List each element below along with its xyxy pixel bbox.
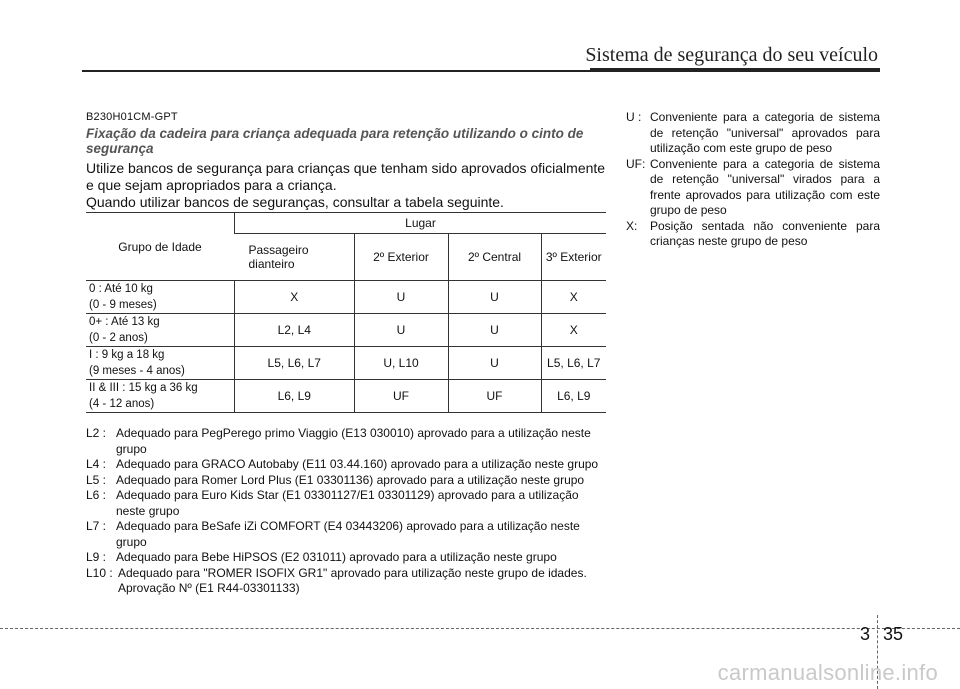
group-weight: II & III : 15 kg a 36 kg [89,382,198,394]
value-cell: L5, L6, L7 [541,347,606,380]
group-cell [86,281,235,314]
column-header: Passageiro dianteiro [235,234,355,281]
legend-item [626,157,880,219]
legend-item [626,110,880,157]
note-item [86,566,606,597]
group-age: (0 - 2 anos) [89,332,148,344]
value-cell: L5, L6, L7 [235,347,355,380]
note-key: L7 : [86,519,107,533]
legend [626,110,880,250]
value-cell: L6, L9 [235,380,355,413]
intro-paragraph: Utilize bancos de segurança para crianças que tenham sido aprovados oficialmente e que sejam apropriados para a criança. [86,160,606,193]
watermark: carmanualsonline.info [717,660,938,685]
note-key: L5 : [86,472,107,487]
note-text: Adequado para "ROMER ISOFIX GR1" aprovado para utilização neste grupo de idades. Aprovação Nº (E1 R44-03301133) [118,565,587,595]
legend-item [626,219,880,250]
note-key: L9 : [86,550,107,564]
value-cell: UF [354,380,448,413]
running-header: Sistema de segurança do seu veículo [585,44,878,66]
group-header-cell: Grupo de Idade [86,213,235,281]
note-text: Adequado para PegPerego primo Viaggio (E13 030010) aprovado para a utilização neste grupo [116,426,591,456]
footer-rule [0,628,960,629]
group-age: (0 - 9 meses) [89,299,157,311]
legend-text: Conveniente para a categoria de sistema de retenção "universal" virados para a frente aprovados para utilização com este grupo de peso [650,156,880,217]
value-cell: X [541,314,606,347]
place-header-cell: Lugar [235,213,607,234]
value-cell: L2, L4 [235,314,355,347]
note-item [86,426,606,457]
group-cell [86,314,235,347]
section-subtitle: Fixação da cadeira para criança adequada para retenção utilizando o cinto de segurança [86,126,584,156]
seat-suitability-table [86,212,606,413]
note-text: Adequado para Bebe HiPSOS (E2 031011) aprovado para a utilização neste grupo [116,550,557,564]
value-cell: X [235,281,355,314]
note-key: L2 : [86,426,107,440]
group-weight: 0 : Até 10 kg [89,283,153,295]
column-header: 2º Exterior [354,234,448,281]
table-notes [86,426,606,597]
note-key: L4 : [86,457,107,471]
table-row [86,380,606,413]
group-cell [86,380,235,413]
intro-paragraph: Quando utilizar bancos de seguranças, consultar a tabela seguinte. [86,194,504,210]
group-age: (9 meses - 4 anos) [89,365,185,377]
column-header: 2º Central [448,234,541,281]
value-cell: U [448,347,541,380]
value-cell: U [448,314,541,347]
table-row [86,347,606,380]
section-code: B230H01CM-GPT [86,111,178,123]
value-cell: X [541,281,606,314]
column-header: 3º Exterior [541,234,606,281]
note-item [86,488,606,519]
legend-key: X: [626,218,638,233]
value-cell: U [354,314,448,347]
note-text: Adequado para Romer Lord Plus (E1 03301136) aprovado para a utilização neste grupo [116,472,585,487]
note-text: Adequado para Euro Kids Star (E1 03301127/E1 03301129) aprovado para a utilização neste grupo [116,488,579,518]
group-weight: 0+ : Até 13 kg [89,316,160,328]
value-cell: UF [448,380,541,413]
note-text: Adequado para BeSafe iZi COMFORT (E4 03443206) aprovado para a utilização neste grupo [116,519,580,549]
value-cell: U, L10 [354,347,448,380]
value-cell: L6, L9 [541,380,606,413]
chapter-number: 3 [860,624,871,644]
group-cell [86,347,235,380]
table-row [86,314,606,347]
value-cell: U [354,281,448,314]
value-cell: U [448,281,541,314]
legend-text: Conveniente para a categoria de sistema de retenção "universal" aprovados para utilização com este grupo de peso [650,110,880,155]
intro-text [86,160,606,211]
group-age: (4 - 12 anos) [89,398,155,410]
legend-text: Posição sentada não conveniente para crianças neste grupo de peso [650,218,880,248]
header-rule [82,70,880,72]
legend-key: U : [626,110,642,124]
note-item [86,473,606,489]
legend-key: UF: [626,156,646,171]
note-item [86,519,606,550]
note-item [86,550,606,566]
note-key: L6 : [86,488,107,502]
group-weight: I : 9 kg a 18 kg [89,349,165,361]
note-key: L10 : [86,565,113,580]
note-text: Adequado para GRACO Autobaby (E11 03.44.160) aprovado para a utilização neste grupo [116,457,599,471]
table-row [86,281,606,314]
page-number: 35 [883,624,904,644]
note-item [86,457,606,473]
